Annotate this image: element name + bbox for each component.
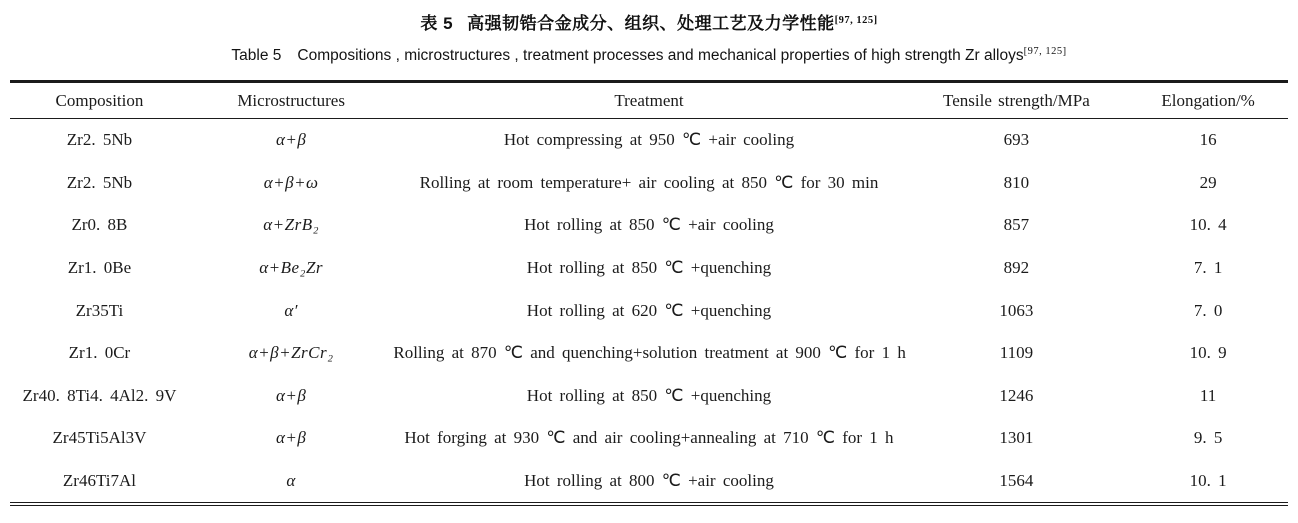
cell-tensile-strength: 1564 [999,471,1034,491]
cell-treatment: Hot rolling at 850 ℃ +quenching [526,385,772,405]
cell-composition: Zr46Ti7Al [62,471,136,491]
table-row [10,375,1288,418]
reference-superscript-en: [97, 125] [1023,46,1067,57]
cell-treatment: Hot rolling at 850 ℃ +air cooling [524,215,774,235]
table-row [10,460,1288,505]
table-caption-chinese [0,9,1298,34]
cell-elongation: 10. 9 [1189,343,1227,363]
cell-treatment: Rolling at room temperature+ air cooling at 850 ℃ for 30 min [419,172,879,192]
cell-treatment: Hot forging at 930 ℃ and air cooling+annealing at 710 ℃ for 1 h [404,428,894,448]
header-row [10,82,1288,119]
cell-composition: Zr0. 8B [71,215,128,235]
cell-microstructure: α+Be₂Zr [259,258,324,278]
cell-treatment: Hot rolling at 850 ℃ +quenching [526,258,772,278]
column-header-treatment: Treatment [393,82,904,119]
column-header-composition: Composition [10,82,189,119]
cell-elongation: 11 [1199,385,1217,405]
table-row [10,289,1288,332]
cell-composition: Zr1. 0Cr [68,343,131,363]
column-header-tensile-strength: Tensile strength/MPa [905,82,1129,119]
cell-microstructure: α+β [275,428,307,448]
cell-elongation: 7. 0 [1193,300,1223,320]
cell-treatment: Hot rolling at 800 ℃ +air cooling [524,471,774,491]
cell-tensile-strength: 857 [1003,215,1030,235]
cell-elongation: 29 [1199,172,1217,192]
table-number-en: Table 5 [231,47,282,64]
cell-microstructure: α+β [275,385,307,405]
cell-microstructure: α+ZrB₂ [263,215,320,235]
table-number-zh: 表 5 [420,14,454,33]
cell-treatment: Hot compressing at 950 ℃ +air cooling [503,130,795,150]
table-title-zh: 高强韧锆合金成分、组织、处理工艺及力学性能 [467,14,835,33]
cell-composition: Zr40. 8Ti4. 4Al2. 9V [22,385,177,405]
cell-tensile-strength: 1301 [999,428,1034,448]
cell-composition: Zr1. 0Be [67,258,132,278]
cell-elongation: 9. 5 [1193,428,1223,448]
cell-composition: Zr35Ti [75,300,124,320]
table-caption-english [0,47,1298,65]
table-row [10,417,1288,460]
cell-microstructure: α′ [284,300,298,320]
cell-treatment: Hot rolling at 620 ℃ +quenching [526,300,772,320]
table-row [10,204,1288,247]
table-row [10,332,1288,375]
table-row [10,119,1288,162]
cell-tensile-strength: 1246 [999,385,1034,405]
cell-tensile-strength: 810 [1003,172,1030,192]
cell-tensile-strength: 1063 [999,300,1034,320]
cell-tensile-strength: 892 [1003,258,1030,278]
cell-treatment: Rolling at 870 ℃ and quenching+solution treatment at 900 ℃ for 1 h [393,343,906,363]
cell-composition: Zr2. 5Nb [66,130,133,150]
cell-tensile-strength: 693 [1003,130,1030,150]
cell-tensile-strength: 1109 [999,343,1034,363]
table-row [10,247,1288,290]
column-header-elongation: Elongation/% [1128,82,1288,119]
cell-microstructure: α+β+ZrCr₂ [248,343,334,363]
cell-elongation: 16 [1199,130,1217,150]
table-row [10,162,1288,205]
cell-composition: Zr45Ti5Al3V [52,428,147,448]
cell-microstructure: α+β+ω [263,172,319,192]
reference-superscript-zh: [97, 125] [834,15,878,26]
table-title-en: Compositions , microstructures , treatment processes and mechanical properties of high strength Zr alloys [297,47,1024,64]
cell-elongation: 7. 1 [1193,258,1223,278]
cell-elongation: 10. 1 [1189,471,1227,491]
cell-composition: Zr2. 5Nb [66,172,133,192]
cell-elongation: 10. 4 [1189,215,1227,235]
column-header-microstructures: Microstructures [189,82,393,119]
cell-microstructure: α [286,471,296,491]
cell-microstructure: α+β [275,130,307,150]
alloy-properties-table [10,80,1288,506]
